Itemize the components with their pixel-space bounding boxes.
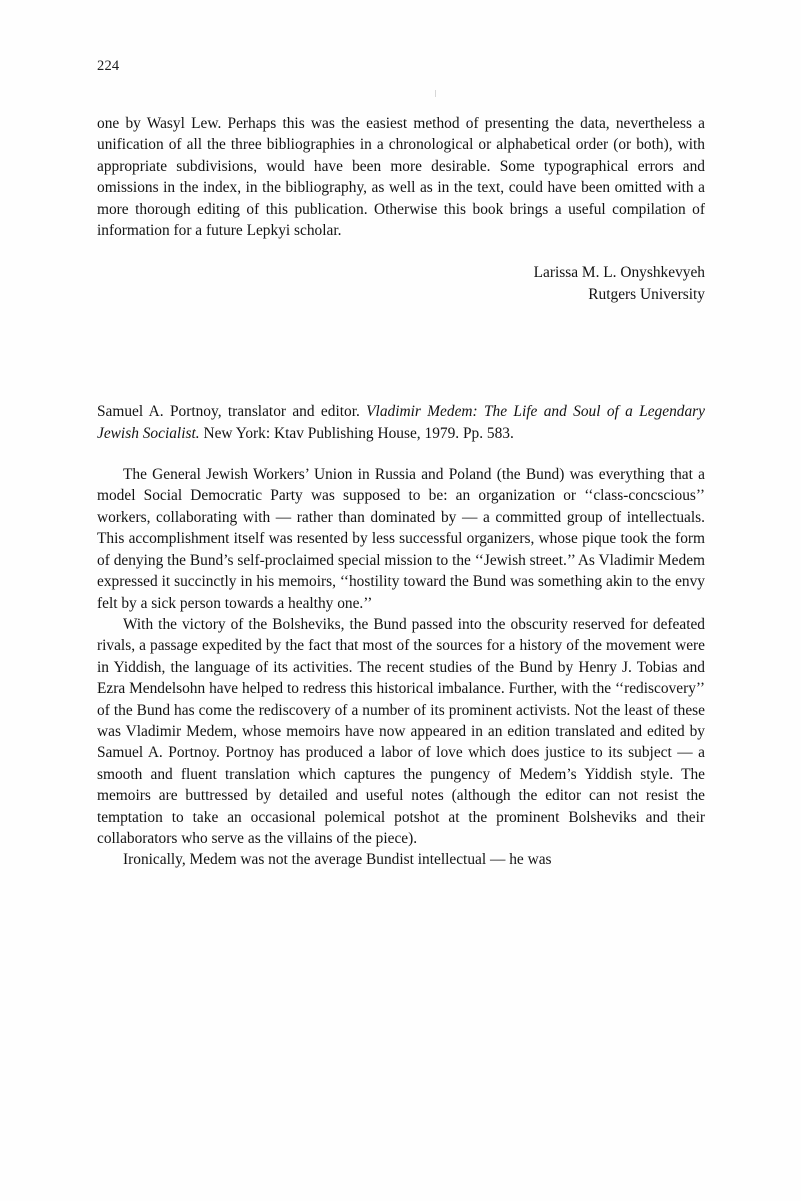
reviewer-name: Larissa M. L. Onyshkevyeh bbox=[533, 264, 705, 282]
review-paragraph-1: The General Jewish Workers’ Union in Russia and Poland (the Bund) was everything that a model Social Democratic Party was supposed to be: an organization or ‘‘class-concscious’’ workers, collaborating with — rather than dominated by — a committed group of intellectuals. This accomplishment itself was resented by less successful organizers, whose pique took the form of denying the Bund’s self-proclaimed special mission to the ‘‘Jewish street.’’ As Vladimir Medem expressed it succinctly in his memoirs, ‘‘hostility toward the Bund was something akin to the envy felt by a sick person towards a healthy one.’’ bbox=[97, 466, 705, 612]
citation-publication: New York: Ktav Publishing House, 1979. Pp. 583. bbox=[199, 424, 514, 442]
section-divider-space bbox=[97, 305, 705, 401]
review-paragraph-3: Ironically, Medem was not the average Bundist intellectual — he was bbox=[123, 851, 552, 869]
text-column bbox=[97, 113, 705, 871]
reviewer-signature-block bbox=[97, 262, 705, 305]
page-number: 224 bbox=[97, 58, 120, 74]
citation-body-space bbox=[97, 444, 705, 464]
review-paragraph-2: With the victory of the Bolsheviks, the Bund passed into the obscurity reserved for defeated rivals, a passage expedited by the fact that most of the sources for a history of the movement were in Yiddish, the language of its activities. The recent studies of the Bund by Henry J. Tobias and Ezra Mendelsohn have helped to redress this historical imbalance. Further, with the ‘‘rediscovery’’ of the Bund has come the rediscovery of a number of its prominent activists. Not the least of these was Vladimir Medem, whose memoirs have now appeared in an edition translated and edited by Samuel A. Portnoy. Portnoy has produced a labor of love which does justice to its subject — a smooth and fluent translation which captures the pungency of Medem’s Yiddish style. The memoirs are buttressed by detailed and useful notes (although the editor can not resist the temptation to take an occasional polemical potshot at the prominent Bolsheviks and their collaborators who serve as the villains of the piece). bbox=[97, 615, 705, 847]
scan-speck-artifact bbox=[435, 90, 436, 97]
review-continuation-body: one by Wasyl Lew. Perhaps this was the easiest method of presenting the data, nevertheless a unification of all the three bibliographies in a chronological or alphabetical order (or both), with appropriate subdivisions, would have been more desirable. Some typographical errors and omissions in the index, in the bibliography, as well as in the text, could have been omitted with a more thorough editing of this publication. Otherwise this book brings a useful compilation of information for a future Lepkyi scholar. bbox=[97, 115, 705, 240]
citation-title: Vladimir Medem: The Life and Soul of a Legendary Jewish Socialist. bbox=[97, 403, 705, 442]
book-citation bbox=[97, 401, 705, 444]
reviewer-affiliation: Rutgers University bbox=[588, 285, 705, 303]
citation-author: Samuel A. Portnoy, translator and editor. bbox=[97, 403, 367, 421]
